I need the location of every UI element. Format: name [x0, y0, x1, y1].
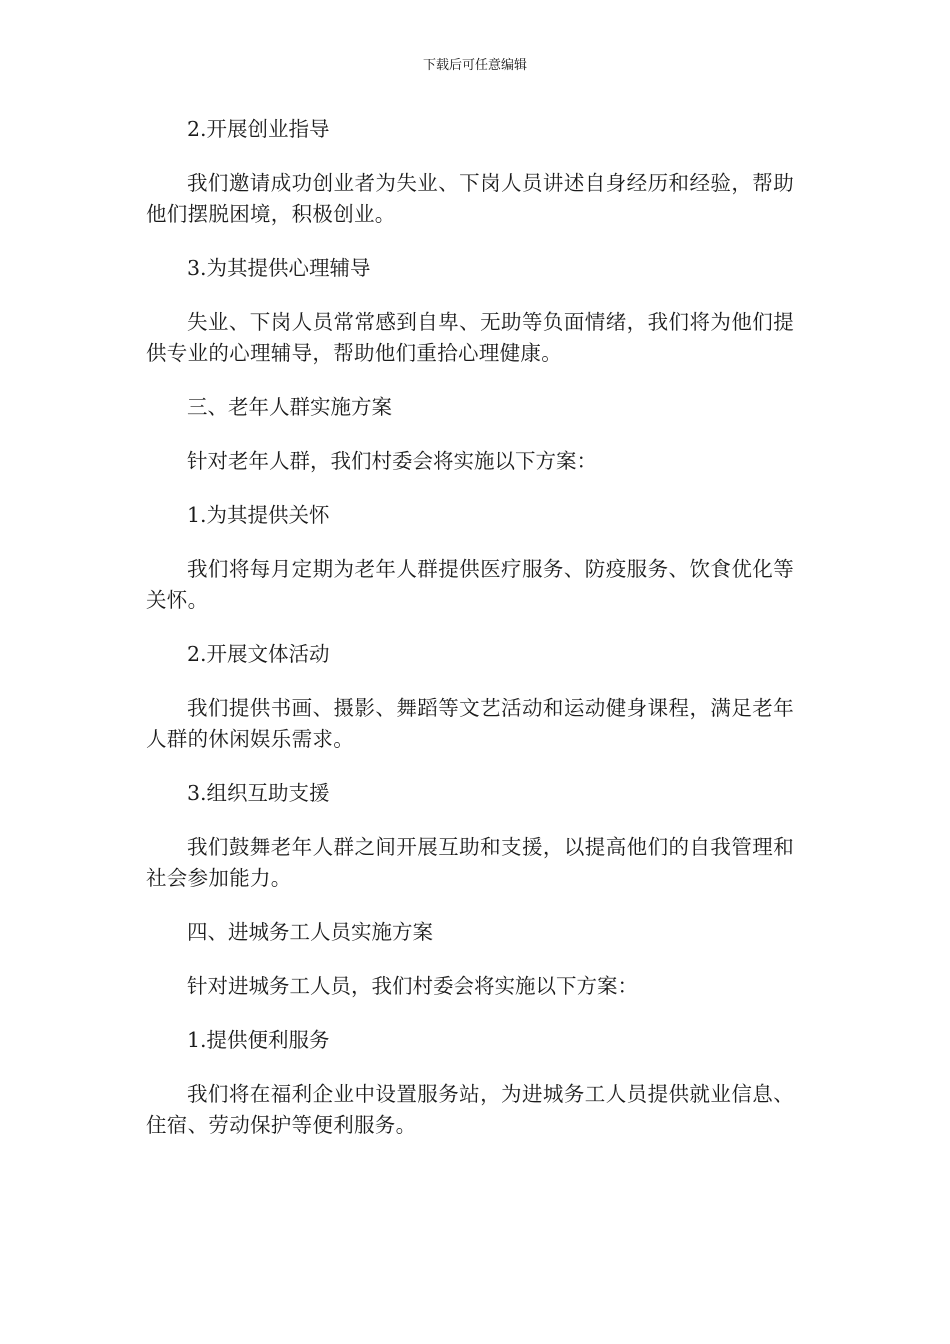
- paragraph-elderly-intro: 针对老年人群，我们村委会将实施以下方案：: [187, 449, 597, 473]
- paragraph-elderly-care: 我们将每月定期为老年人群提供医疗服务、防疫服务、饮食优化等关怀。: [146, 557, 794, 612]
- paragraph-entrepreneur-talks: 我们邀请成功创业者为失业、下岗人员讲述自身经历和经验，帮助他们摆脱困境，积极创业。: [146, 171, 794, 226]
- section-heading-start-business-guidance: 2.开展创业指导: [187, 117, 330, 141]
- paragraph-convenience-services: 我们将在福利企业中设置服务站，为进城务工人员提供就业信息、住宿、劳动保护等便利服务。: [146, 1082, 794, 1137]
- paragraph-cultural-activities: 我们提供书画、摄影、舞蹈等文艺活动和运动健身课程，满足老年人群的休闲娱乐需求。: [146, 696, 794, 751]
- section-heading-convenience-services: 1.提供便利服务: [187, 1028, 330, 1052]
- paragraph-mutual-aid: 我们鼓舞老年人群之间开展互助和支援，以提高他们的自我管理和社会参加能力。: [146, 835, 794, 890]
- section-heading-mutual-aid: 3.组织互助支援: [187, 781, 330, 805]
- section-heading-psychological-counseling: 3.为其提供心理辅导: [187, 256, 371, 280]
- section-heading-elderly-plan: 三、老年人群实施方案: [187, 395, 392, 419]
- paragraph-migrant-workers-intro: 针对进城务工人员，我们村委会将实施以下方案：: [187, 974, 638, 998]
- section-heading-cultural-activities: 2.开展文体活动: [187, 642, 330, 666]
- section-heading-migrant-workers-plan: 四、进城务工人员实施方案: [187, 920, 433, 944]
- section-heading-elderly-care: 1.为其提供关怀: [187, 503, 330, 527]
- paragraph-psychological-counseling: 失业、下岗人员常常感到自卑、无助等负面情绪，我们将为他们提供专业的心理辅导，帮助他们重拾心理健康。: [146, 310, 794, 365]
- document-body: [146, 114, 794, 1164]
- header-note: 下载后可任意编辑: [422, 58, 527, 73]
